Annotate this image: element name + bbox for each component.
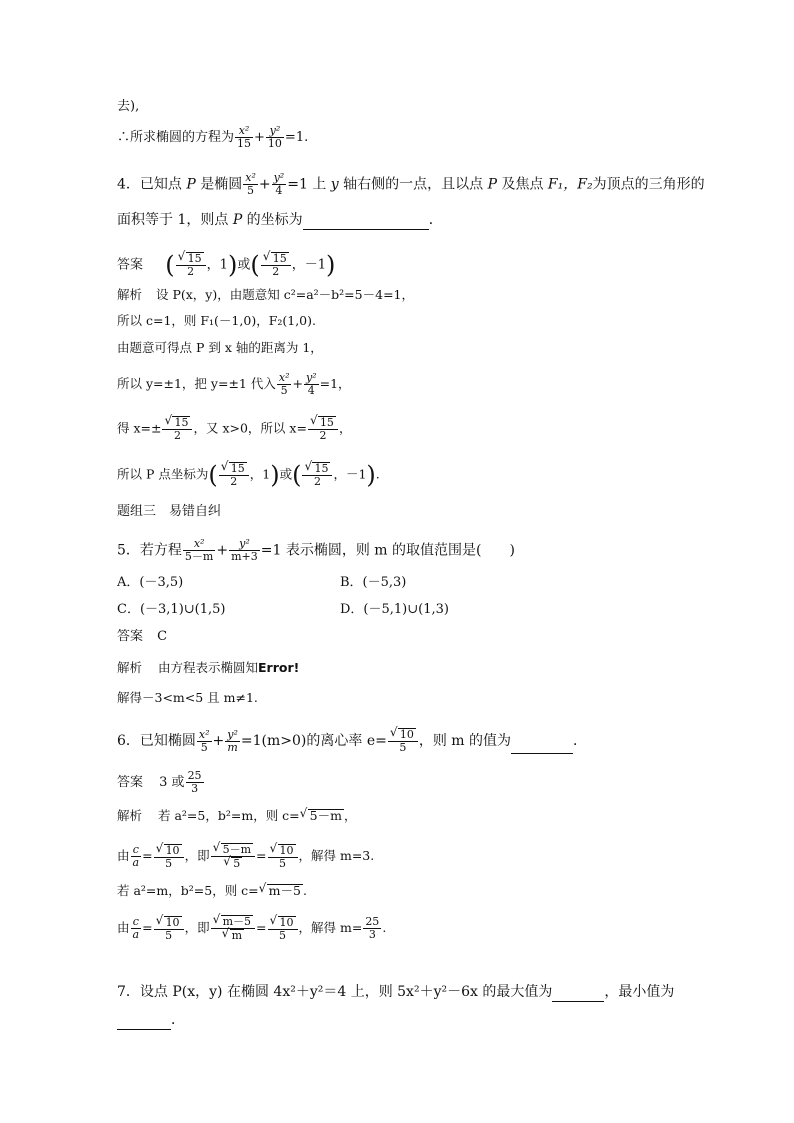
question-5: 5．若方程 $\frac{\text{x²}}{5-m}$ + $\frac{\text{y²}}{m+3}$ =1 表示椭圆，则 m 的取值范围是( ) (117, 537, 515, 563)
solution-label: 解析 (117, 808, 143, 823)
fraction: √ $\frac{15}{2}$ (176, 252, 206, 278)
fraction: $\frac{\text{x²}}{5}$ (198, 727, 210, 754)
question-7: 7．设点 P(x，y) 在椭圆 4x²＋y²＝4 上，则 5x²＋y²－6x 的最大值为 ，最小值为 (117, 984, 675, 1000)
answer-label: 答案 (117, 775, 144, 790)
answer-blank[interactable] (511, 739, 573, 754)
solution-label: 解析 (117, 287, 143, 302)
answer-blank[interactable] (303, 215, 429, 230)
question-4: 4．已知点 P 是椭圆 $\frac{\text{x²}}{5}$ + $\frac{\text{y²}}{4}$ =1 上 y 轴右侧的一点，且以点 P 及焦点 F₁，F₂为顶点的三角形的 (117, 171, 705, 197)
solution-5-line: 解得－3<m<5 且 m≠1. (117, 690, 258, 705)
error-text: Error! (258, 660, 300, 675)
fraction: √ $\frac{15}{2}$ (308, 416, 338, 442)
answer-blank[interactable] (117, 1015, 171, 1030)
fraction: √ $\frac{15}{2}$ (302, 462, 332, 488)
fraction: $\frac{\text{y²}}{10}$ (267, 124, 282, 150)
fraction: √ $\frac{15}{2}$ (162, 416, 192, 442)
section-heading: 题组三 易错自纠 (117, 504, 222, 519)
solution-5-line: 解析 由方程表示椭圆知Error! (117, 660, 300, 675)
fraction: √ $\frac{15}{2}$ (219, 462, 249, 488)
fraction: $\frac{\text{x²}}{15}$ (237, 124, 252, 150)
option-c[interactable]: C．(－3,1)∪(1,5) (117, 602, 226, 617)
option-b[interactable]: B．(－5,3) (340, 575, 407, 590)
fraction: √ $\frac{10}{5}$ (388, 728, 418, 754)
options-row (117, 600, 597, 620)
fraction: √ $\frac{10}{5}$ (268, 844, 298, 870)
option-a[interactable]: A．(－3,5) (117, 575, 184, 590)
question-7-cont: ． (117, 1010, 185, 1030)
solution-label: 解析 (117, 660, 143, 675)
solution-4-line: 得 x=± √ $\frac{15}{2}$ ，又 x>0，所以 x= √ $\frac{15}{2}$ ， (117, 416, 351, 442)
fraction: $\frac{\text{y²}}{m+3}$ (231, 537, 258, 563)
text-line: 去), (117, 99, 140, 114)
options-row (117, 573, 597, 593)
fraction: √ $\frac{10}{5}$ (154, 844, 184, 870)
option-d[interactable]: D．(－5,1)∪(1,3) (340, 602, 449, 617)
fraction: $\frac{c}{a}$ (132, 915, 140, 941)
fraction: $\frac{\text{y²}}{4}$ (273, 171, 285, 197)
fraction: √ 5－m √ 5 (211, 843, 255, 870)
answer-label: 答案 (117, 629, 144, 644)
fraction: $\frac{\text{y²}}{m}$ (227, 727, 238, 754)
fraction: $\frac{\text{x²}}{5}$ (278, 371, 290, 397)
solution-6-line: 解析 若 a²=5，b²=m，则 c=√ 5－m ， (117, 806, 356, 826)
fraction: √ $\frac{15}{2}$ (261, 252, 291, 278)
fraction: √ $\frac{10}{5}$ (268, 916, 298, 942)
solution-4-line: 由题意可得点 P 到 x 轴的距离为 1， (117, 340, 323, 355)
solution-4-line: 所以 y=±1，把 y=±1 代入 $\frac{\text{x²}}{5}$ + $\frac{\text{y²}}{4}$ =1， (117, 371, 351, 397)
solution-4-line: 解析 设 P(x，y)，由题意知 c²=a²－b²=5－4=1， (117, 287, 414, 302)
fraction: $\frac{\text{y²}}{4}$ (305, 371, 317, 397)
fraction: √ m－5 √ m (211, 915, 255, 942)
fraction: $\frac{\text{x²}}{5-m}$ (184, 537, 214, 563)
question-6: 6．已知椭圆 $\frac{\text{x²}}{5}$ + $\frac{\text{y²}}{m}$ =1(m>0)的离心率 e= √ $\frac{10}{5}$ ，则 m 的值为 ． (117, 728, 587, 754)
solution-6-line: 由 $\frac{c}{a}$ = √ $\frac{10}{5}$ ，即 √ 5－m √ 5 = √ $\frac{10}{5}$ ，解得 m=3. (117, 843, 374, 870)
solution-4-line: 所以 c=1，则 F₁(－1,0)，F₂(1,0). (117, 313, 316, 328)
fraction: $\frac{25}{3}$ (187, 769, 202, 795)
answer-4: 答案 ( √ $\frac{15}{2}$ ，1)或( √ $\frac{15}{2}$ ，－1) (117, 252, 335, 278)
answer-blank[interactable] (552, 987, 604, 1002)
fraction: √ $\frac{10}{5}$ (154, 916, 184, 942)
solution-4-line: 所以 P 点坐标为( √ $\frac{15}{2}$ ，1)或( √ $\frac{15}{2}$ ，－1). (117, 462, 380, 488)
answer-5: 答案 C (117, 629, 168, 644)
solution-6-line: 由 $\frac{c}{a}$ = √ $\frac{10}{5}$ ，即 √ m－5 √ m = √ $\frac{10}{5}$ ，解得 m= $\frac{25}{3}$ . (117, 915, 386, 942)
fraction: $\frac{\text{x²}}{5}$ (245, 171, 256, 197)
answer-6: 答案 3 或 $\frac{25}{3}$ (117, 769, 202, 795)
solution-6-line: 若 a²=m，b²=5，则 c=√ m－5 . (117, 881, 307, 901)
text-line: ∴所求椭圆的方程为 $\frac{\text{x²}}{15}$ + $\frac{\text{y²}}{10}$ =1. (117, 124, 309, 150)
question-4-cont: 面积等于 1，则点 P 的坐标为 ． (117, 212, 443, 228)
fraction: $\frac{c}{a}$ (132, 843, 140, 869)
answer-label: 答案 (117, 257, 144, 273)
fraction: $\frac{25}{3}$ (365, 915, 380, 941)
